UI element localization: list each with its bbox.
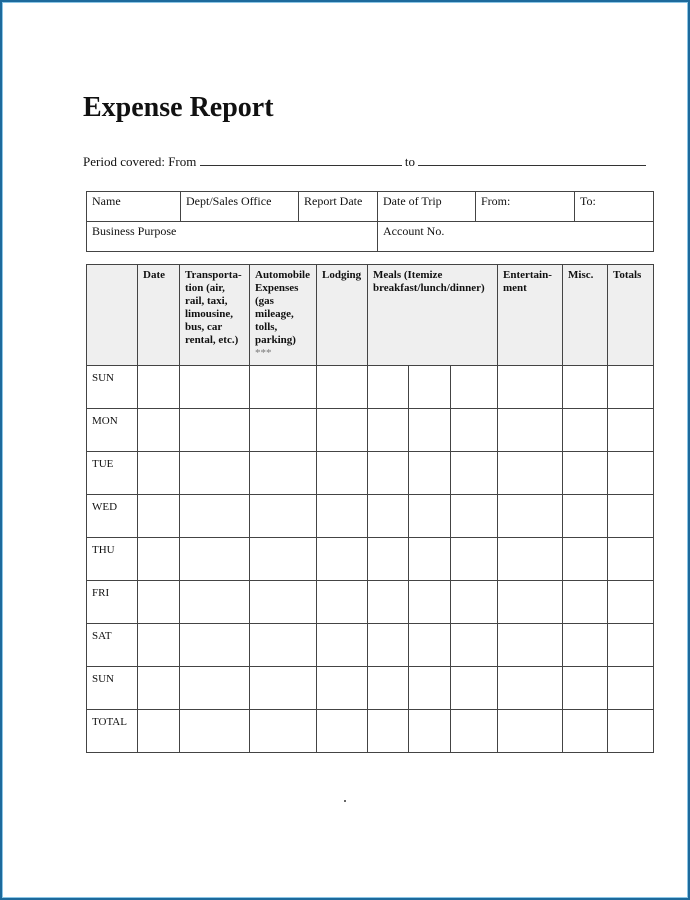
cell-entertainment[interactable] xyxy=(498,581,563,624)
header-meals: Meals (Itemize breakfast/lunch/dinner) xyxy=(368,265,498,366)
cell-misc[interactable] xyxy=(563,710,608,753)
cell-entertainment[interactable] xyxy=(498,624,563,667)
header-lodging: Lodging xyxy=(317,265,368,366)
cell-misc[interactable] xyxy=(563,495,608,538)
table-row xyxy=(87,452,654,495)
header-totals: Totals xyxy=(608,265,654,366)
cell-dinner[interactable] xyxy=(451,581,498,624)
cell-misc[interactable] xyxy=(563,366,608,409)
cell-lodging[interactable] xyxy=(317,538,368,581)
cell-transportation[interactable] xyxy=(180,581,250,624)
cell-totals[interactable] xyxy=(608,624,654,667)
cell-breakfast[interactable] xyxy=(368,710,409,753)
cell-entertainment[interactable] xyxy=(498,409,563,452)
cell-lunch[interactable] xyxy=(409,667,451,710)
table-row xyxy=(87,495,654,538)
row-label: FRI xyxy=(87,581,138,624)
cell-automobile[interactable] xyxy=(250,452,317,495)
cell-lunch[interactable] xyxy=(409,581,451,624)
cell-totals[interactable] xyxy=(608,538,654,581)
cell-automobile[interactable] xyxy=(250,581,317,624)
cell-date[interactable] xyxy=(138,366,180,409)
cell-date[interactable] xyxy=(138,667,180,710)
cell-date[interactable] xyxy=(138,624,180,667)
table-row xyxy=(87,667,654,710)
cell-lodging[interactable] xyxy=(317,366,368,409)
cell-lunch[interactable] xyxy=(409,452,451,495)
cell-dinner[interactable] xyxy=(451,667,498,710)
page-title: Expense Report xyxy=(83,92,274,123)
cell-lodging[interactable] xyxy=(317,409,368,452)
cell-transportation[interactable] xyxy=(180,538,250,581)
cell-transportation[interactable] xyxy=(180,667,250,710)
cell-breakfast[interactable] xyxy=(368,495,409,538)
cell-totals[interactable] xyxy=(608,667,654,710)
cell-misc[interactable] xyxy=(563,581,608,624)
name-field[interactable]: Name xyxy=(87,192,181,222)
cell-misc[interactable] xyxy=(563,452,608,495)
cell-misc[interactable] xyxy=(563,409,608,452)
cell-transportation[interactable] xyxy=(180,409,250,452)
cell-lunch[interactable] xyxy=(409,409,451,452)
cell-breakfast[interactable] xyxy=(368,581,409,624)
cell-totals[interactable] xyxy=(608,409,654,452)
trip-to-field[interactable]: To: xyxy=(575,192,654,222)
header-date: Date xyxy=(138,265,180,366)
row-label: TUE xyxy=(87,452,138,495)
cell-automobile[interactable] xyxy=(250,366,317,409)
cell-automobile[interactable] xyxy=(250,409,317,452)
cell-entertainment[interactable] xyxy=(498,366,563,409)
cell-misc[interactable] xyxy=(563,667,608,710)
expense-table xyxy=(86,264,654,753)
cell-totals[interactable] xyxy=(608,581,654,624)
date-of-trip-field[interactable]: Date of Trip xyxy=(378,192,476,222)
cell-lodging[interactable] xyxy=(317,710,368,753)
cell-entertainment[interactable] xyxy=(498,495,563,538)
cell-totals[interactable] xyxy=(608,495,654,538)
business-purpose-field[interactable]: Business Purpose xyxy=(87,222,378,252)
row-label: SUN xyxy=(87,667,138,710)
cell-lodging[interactable] xyxy=(317,667,368,710)
report-date-field[interactable]: Report Date xyxy=(299,192,378,222)
cell-totals[interactable] xyxy=(608,710,654,753)
table-row xyxy=(87,409,654,452)
cell-dinner[interactable] xyxy=(451,710,498,753)
cell-transportation[interactable] xyxy=(180,452,250,495)
row-label: MON xyxy=(87,409,138,452)
table-row xyxy=(87,538,654,581)
cell-date[interactable] xyxy=(138,538,180,581)
cell-automobile[interactable] xyxy=(250,538,317,581)
cell-entertainment[interactable] xyxy=(498,452,563,495)
page-dot xyxy=(344,800,346,802)
cell-lodging[interactable] xyxy=(317,624,368,667)
cell-lodging[interactable] xyxy=(317,452,368,495)
cell-transportation[interactable] xyxy=(180,710,250,753)
header-transportation: Transporta- tion (air, rail, taxi, limousine, bus, car rental, etc.) xyxy=(180,265,250,366)
cell-breakfast[interactable] xyxy=(368,452,409,495)
cell-breakfast[interactable] xyxy=(368,538,409,581)
cell-transportation[interactable] xyxy=(180,495,250,538)
row-label: WED xyxy=(87,495,138,538)
cell-misc[interactable] xyxy=(563,538,608,581)
header-automobile-label: Automobile Expenses (gas mileage, tolls, parking) xyxy=(255,269,310,346)
cell-dinner[interactable] xyxy=(451,366,498,409)
period-from-field[interactable] xyxy=(200,155,402,166)
period-to-label: to xyxy=(404,154,415,169)
cell-dinner[interactable] xyxy=(451,409,498,452)
cell-date[interactable] xyxy=(138,710,180,753)
period-to-field[interactable] xyxy=(418,155,646,166)
cell-lunch[interactable] xyxy=(409,366,451,409)
cell-breakfast[interactable] xyxy=(368,366,409,409)
cell-totals[interactable] xyxy=(608,452,654,495)
row-label: SAT xyxy=(87,624,138,667)
cell-breakfast[interactable] xyxy=(368,667,409,710)
cell-dinner[interactable] xyxy=(451,538,498,581)
cell-dinner[interactable] xyxy=(451,624,498,667)
cell-lunch[interactable] xyxy=(409,495,451,538)
cell-lunch[interactable] xyxy=(409,710,451,753)
table-row xyxy=(87,366,654,409)
cell-date[interactable] xyxy=(138,581,180,624)
period-from-label: Period covered: From xyxy=(83,154,197,169)
table-row xyxy=(87,624,654,667)
cell-date[interactable] xyxy=(138,452,180,495)
cell-entertainment[interactable] xyxy=(498,667,563,710)
table-row xyxy=(87,581,654,624)
cell-breakfast[interactable] xyxy=(368,409,409,452)
cell-misc[interactable] xyxy=(563,624,608,667)
cell-transportation[interactable] xyxy=(180,366,250,409)
header-entertainment: Entertain- ment xyxy=(498,265,563,366)
cell-lodging[interactable] xyxy=(317,581,368,624)
header-automobile-note: *** xyxy=(255,347,272,359)
dept-field[interactable]: Dept/Sales Office xyxy=(181,192,299,222)
cell-lodging[interactable] xyxy=(317,495,368,538)
cell-entertainment[interactable] xyxy=(498,710,563,753)
cell-dinner[interactable] xyxy=(451,452,498,495)
cell-date[interactable] xyxy=(138,495,180,538)
trip-from-field[interactable]: From: xyxy=(476,192,575,222)
period-covered xyxy=(83,154,646,170)
account-no-field[interactable]: Account No. xyxy=(378,222,654,252)
cell-lunch[interactable] xyxy=(409,538,451,581)
cell-totals[interactable] xyxy=(608,366,654,409)
row-label: THU xyxy=(87,538,138,581)
info-table xyxy=(86,191,654,252)
header-automobile xyxy=(250,265,317,366)
cell-automobile[interactable] xyxy=(250,624,317,667)
cell-breakfast[interactable] xyxy=(368,624,409,667)
row-label: TOTAL xyxy=(87,710,138,753)
cell-lunch[interactable] xyxy=(409,624,451,667)
header-misc: Misc. xyxy=(563,265,608,366)
cell-dinner[interactable] xyxy=(451,495,498,538)
cell-automobile[interactable] xyxy=(250,667,317,710)
cell-date[interactable] xyxy=(138,409,180,452)
cell-automobile[interactable] xyxy=(250,710,317,753)
cell-transportation[interactable] xyxy=(180,624,250,667)
cell-entertainment[interactable] xyxy=(498,538,563,581)
table-row xyxy=(87,710,654,753)
cell-automobile[interactable] xyxy=(250,495,317,538)
header-day xyxy=(87,265,138,366)
row-label: SUN xyxy=(87,366,138,409)
